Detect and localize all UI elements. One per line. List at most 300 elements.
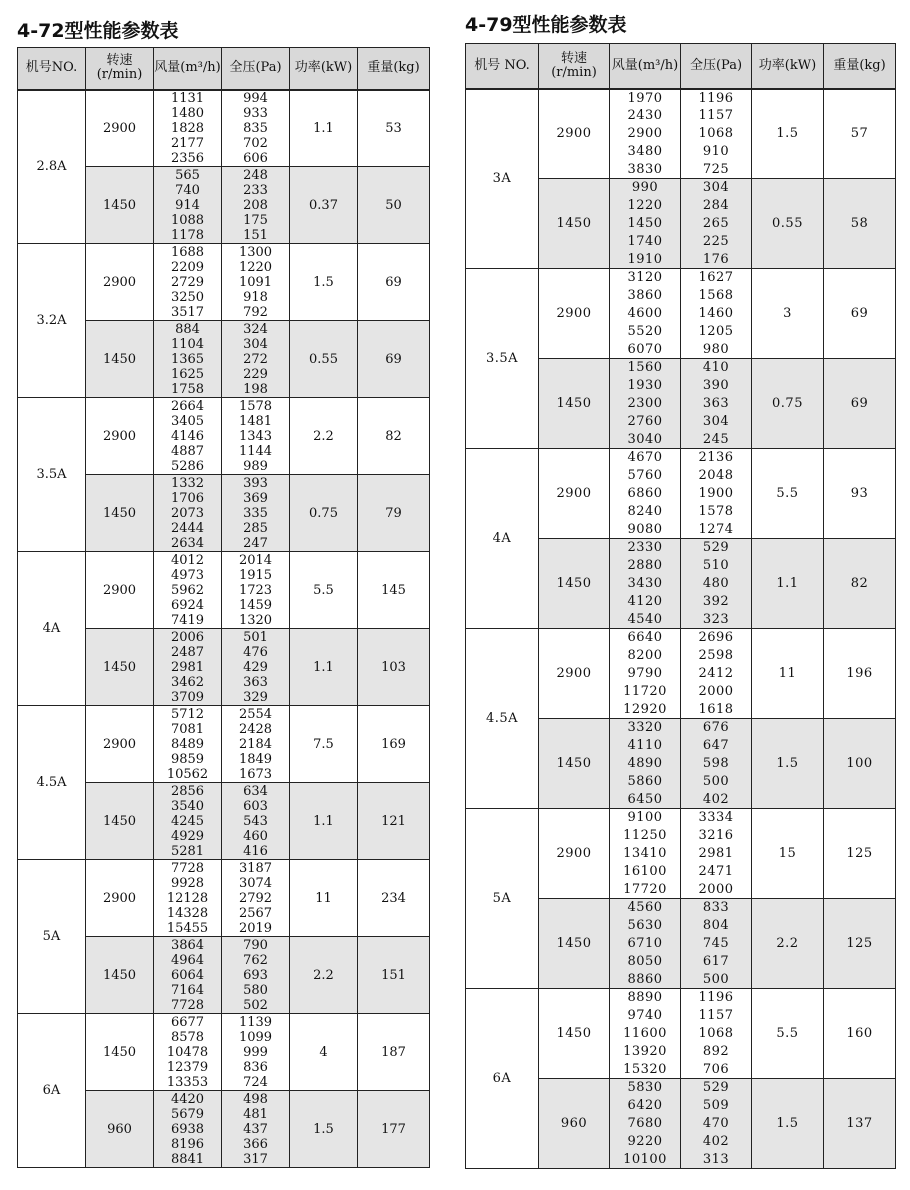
flow-value: 9100	[627, 810, 663, 826]
header-flow	[154, 48, 222, 90]
pressure-value: 792	[243, 304, 268, 320]
flow-value: 4560	[627, 900, 663, 916]
pressure-value: 1578	[698, 503, 734, 519]
flow-value: 16100	[623, 863, 667, 879]
header-weight	[358, 48, 430, 90]
pressure-value: 910	[702, 143, 730, 159]
pressure-value: 151	[243, 227, 268, 243]
flow-cell	[154, 706, 222, 783]
flow-cell	[154, 1091, 222, 1168]
flow-cell	[610, 629, 681, 719]
flow-value: 4012	[170, 552, 205, 568]
weight-cell: 50	[358, 167, 430, 244]
pressure-cell	[681, 1079, 752, 1169]
flow-value: 2356	[170, 150, 205, 166]
pressure-value: 317	[243, 1151, 268, 1167]
table-row	[18, 706, 430, 783]
header-line: (m³/h)	[180, 60, 221, 76]
speed-cell: 1450	[86, 1014, 154, 1091]
weight-cell: 177	[358, 1091, 430, 1168]
pressure-cell	[681, 359, 752, 449]
flow-value: 13353	[166, 1074, 209, 1090]
pressure-value: 1068	[698, 1026, 734, 1042]
header-line: (Pa)	[715, 57, 743, 73]
speed-cell: 1450	[86, 629, 154, 706]
pressure-value: 1618	[698, 701, 734, 717]
pressure-cell	[222, 552, 290, 629]
pressure-value: 460	[243, 828, 268, 844]
table-row	[18, 398, 430, 475]
pressure-value: 402	[702, 791, 730, 807]
flow-value: 15455	[166, 920, 209, 936]
pressure-value: 410	[702, 360, 730, 376]
table-row	[466, 449, 896, 539]
flow-value: 4420	[170, 1091, 205, 1107]
model-cell: 4.5A	[466, 629, 539, 809]
header-line: 重量	[833, 57, 860, 73]
flow-value: 4600	[627, 306, 663, 322]
pressure-value: 285	[243, 520, 268, 536]
pressure-value: 265	[702, 216, 730, 232]
pressure-value: 416	[243, 843, 268, 859]
pressure-value: 2696	[698, 630, 734, 646]
speed-cell: 2900	[539, 809, 610, 899]
pressure-value: 1068	[698, 126, 734, 142]
header-line: NO.	[51, 60, 78, 76]
power-cell: 1.1	[290, 783, 358, 860]
table-row	[466, 89, 896, 179]
flow-value: 9859	[170, 751, 205, 767]
flow-value: 3250	[170, 289, 205, 305]
power-cell: 11	[290, 860, 358, 937]
flow-value: 1088	[170, 212, 205, 228]
pressure-value: 402	[702, 1133, 730, 1149]
pressure-value: 790	[243, 937, 268, 953]
flow-value: 3517	[170, 304, 205, 320]
flow-value: 5712	[170, 706, 205, 722]
speed-cell: 1450	[539, 359, 610, 449]
pressure-value: 724	[243, 1074, 268, 1090]
pressure-value: 2184	[238, 736, 273, 752]
pressure-cell	[681, 449, 752, 539]
flow-value: 14328	[166, 905, 209, 921]
pressure-value: 393	[243, 475, 268, 491]
pressure-cell	[222, 783, 290, 860]
pressure-value: 1459	[238, 597, 273, 613]
flow-value: 6640	[627, 630, 663, 646]
pressure-value: 2014	[238, 552, 273, 568]
speed-cell: 1450	[539, 539, 610, 629]
flow-value: 8200	[627, 648, 663, 664]
pressure-value: 198	[243, 381, 268, 397]
flow-value: 1365	[170, 351, 205, 367]
flow-value: 3709	[170, 689, 205, 705]
header-line: 功率(kW)	[758, 57, 817, 73]
power-cell: 1.1	[290, 90, 358, 167]
pressure-value: 1320	[238, 612, 273, 628]
flow-value: 6450	[627, 791, 663, 807]
power-cell: 1.1	[752, 539, 824, 629]
flow-value: 2856	[170, 783, 205, 799]
pressure-value: 470	[702, 1116, 730, 1132]
pressure-value: 247	[243, 535, 268, 551]
weight-cell: 160	[824, 989, 896, 1079]
flow-value: 3040	[627, 431, 663, 447]
flow-value: 5860	[627, 773, 663, 789]
model-cell: 5A	[18, 860, 86, 1014]
pressure-cell	[222, 1014, 290, 1091]
pressure-value: 3074	[238, 875, 273, 891]
header-row	[18, 48, 430, 90]
pressure-cell	[681, 899, 752, 989]
pressure-value: 580	[243, 982, 268, 998]
table-row	[18, 1014, 430, 1091]
pressure-value: 501	[243, 629, 268, 645]
pressure-value: 304	[702, 413, 730, 429]
table-row	[466, 809, 896, 899]
flow-value: 4146	[170, 428, 205, 444]
flow-value: 11250	[623, 828, 667, 844]
flow-value: 6677	[170, 1014, 205, 1030]
header-line: 功率	[294, 60, 321, 76]
flow-value: 12128	[166, 890, 209, 906]
speed-cell: 2900	[539, 269, 610, 359]
flow-value: 2900	[627, 126, 663, 142]
flow-cell	[154, 475, 222, 552]
model-cell: 3A	[466, 89, 539, 269]
model-cell: 2.8A	[18, 90, 86, 244]
header-line: 机号	[25, 60, 52, 76]
pressure-value: 176	[702, 251, 730, 267]
flow-cell	[610, 809, 681, 899]
flow-value: 1178	[170, 227, 205, 243]
header-line: (kg)	[393, 60, 420, 76]
pressure-value: 363	[702, 396, 730, 412]
pressure-value: 1099	[238, 1029, 273, 1045]
flow-value: 10100	[623, 1151, 667, 1167]
flow-value: 1625	[170, 366, 205, 382]
speed-cell: 1450	[86, 783, 154, 860]
power-cell: 1.1	[290, 629, 358, 706]
flow-value: 4929	[170, 828, 205, 844]
header-line: (m³/h)	[637, 57, 679, 73]
table-row	[18, 860, 430, 937]
speed-cell: 2900	[86, 244, 154, 321]
pressure-value: 329	[243, 689, 268, 705]
flow-cell	[610, 899, 681, 989]
weight-cell: 57	[824, 89, 896, 179]
weight-cell: 69	[358, 244, 430, 321]
power-cell: 5.5	[752, 989, 824, 1079]
weight-cell: 82	[824, 539, 896, 629]
pressure-value: 2412	[698, 666, 734, 682]
flow-value: 6924	[170, 597, 205, 613]
flow-cell	[610, 1079, 681, 1169]
pressure-value: 390	[702, 378, 730, 394]
flow-value: 2177	[170, 135, 205, 151]
pressure-value: 706	[702, 1061, 730, 1077]
flow-value: 3320	[627, 720, 663, 736]
model-cell: 3.5A	[18, 398, 86, 552]
flow-value: 884	[175, 321, 200, 337]
pressure-value: 529	[702, 540, 730, 556]
pressure-value: 762	[243, 952, 268, 968]
speed-cell: 2900	[86, 706, 154, 783]
header-row	[466, 44, 896, 89]
pressure-value: 989	[243, 458, 268, 474]
flow-value: 1560	[627, 360, 663, 376]
pressure-value: 324	[243, 321, 268, 337]
weight-cell: 69	[358, 321, 430, 398]
weight-cell: 82	[358, 398, 430, 475]
header-line: 转速	[560, 50, 587, 66]
pressure-value: 693	[243, 967, 268, 983]
flow-value: 2073	[170, 505, 205, 521]
flow-value: 1970	[627, 90, 663, 106]
speed-cell: 2900	[86, 552, 154, 629]
pressure-value: 175	[243, 212, 268, 228]
pressure-cell	[222, 475, 290, 552]
power-cell: 2.2	[752, 899, 824, 989]
flow-value: 6860	[627, 486, 663, 502]
flow-cell	[610, 359, 681, 449]
flow-value: 6710	[627, 936, 663, 952]
speed-cell: 2900	[539, 449, 610, 539]
speed-cell: 960	[539, 1079, 610, 1169]
weight-cell: 137	[824, 1079, 896, 1169]
flow-value: 17720	[623, 881, 667, 897]
flow-value: 4540	[627, 611, 663, 627]
pressure-cell	[222, 706, 290, 783]
table-row	[466, 629, 896, 719]
pressure-value: 3334	[698, 810, 734, 826]
pressure-value: 429	[243, 659, 268, 675]
weight-cell: 125	[824, 809, 896, 899]
flow-value: 4890	[627, 756, 663, 772]
model-cell: 4A	[466, 449, 539, 629]
flow-value: 13410	[623, 846, 667, 862]
weight-cell: 69	[824, 359, 896, 449]
flow-cell	[610, 539, 681, 629]
power-cell: 0.75	[290, 475, 358, 552]
weight-cell: 100	[824, 719, 896, 809]
speed-cell: 2900	[539, 89, 610, 179]
flow-value: 2006	[170, 629, 205, 645]
table-row	[18, 90, 430, 167]
speed-cell: 1450	[539, 719, 610, 809]
pressure-value: 3187	[238, 860, 273, 876]
table-row	[466, 989, 896, 1079]
flow-value: 8489	[170, 736, 205, 752]
table-79-title: 4-79型性能参数表	[465, 14, 627, 36]
flow-value: 1131	[170, 90, 205, 106]
pressure-cell	[681, 89, 752, 179]
pressure-value: 1091	[238, 274, 273, 290]
weight-cell: 151	[358, 937, 430, 1014]
flow-value: 3120	[627, 270, 663, 286]
flow-value: 5830	[627, 1080, 663, 1096]
flow-value: 8890	[627, 990, 663, 1006]
flow-value: 3480	[627, 143, 663, 159]
header-speed	[86, 48, 154, 90]
header-model	[466, 44, 539, 89]
pressure-value: 1196	[698, 90, 734, 106]
pressure-cell	[222, 321, 290, 398]
flow-cell	[154, 90, 222, 167]
pressure-value: 603	[243, 798, 268, 814]
pressure-value: 1849	[238, 751, 273, 767]
pressure-value: 3216	[698, 828, 734, 844]
flow-value: 2300	[627, 396, 663, 412]
flow-value: 3462	[170, 674, 205, 690]
flow-value: 2487	[170, 644, 205, 660]
weight-cell: 58	[824, 179, 896, 269]
pressure-value: 933	[243, 105, 268, 121]
flow-value: 7081	[170, 721, 205, 737]
pressure-value: 480	[702, 576, 730, 592]
weight-cell: 196	[824, 629, 896, 719]
pressure-value: 245	[702, 431, 730, 447]
pressure-value: 498	[243, 1091, 268, 1107]
pressure-value: 2428	[238, 721, 273, 737]
pressure-value: 366	[243, 1136, 268, 1152]
flow-value: 2664	[170, 398, 205, 414]
pressure-value: 272	[243, 351, 268, 367]
header-line: 转速	[106, 53, 133, 69]
power-cell: 0.55	[752, 179, 824, 269]
flow-value: 4670	[627, 450, 663, 466]
power-cell: 5.5	[752, 449, 824, 539]
flow-value: 9080	[627, 521, 663, 537]
weight-cell: 121	[358, 783, 430, 860]
pressure-value: 676	[702, 720, 730, 736]
flow-value: 6064	[170, 967, 205, 983]
pressure-value: 835	[243, 120, 268, 136]
pressure-value: 1196	[698, 990, 734, 1006]
power-cell: 2.2	[290, 937, 358, 1014]
power-cell: 0.55	[290, 321, 358, 398]
flow-value: 13920	[623, 1043, 667, 1059]
pressure-value: 1460	[698, 306, 734, 322]
pressure-cell	[222, 244, 290, 321]
pressure-value: 2554	[238, 706, 273, 722]
flow-value: 2760	[627, 413, 663, 429]
pressure-value: 476	[243, 644, 268, 660]
flow-value: 8860	[627, 971, 663, 987]
header-line: (r/min)	[96, 67, 143, 83]
flow-value: 3860	[627, 288, 663, 304]
pressure-value: 529	[702, 1080, 730, 1096]
pressure-value: 1673	[238, 766, 273, 782]
header-speed	[539, 44, 610, 89]
table-row	[18, 244, 430, 321]
header-flow	[610, 44, 681, 89]
pressure-value: 323	[702, 611, 730, 627]
table-79	[465, 43, 896, 1169]
flow-cell	[154, 629, 222, 706]
pressure-value: 1274	[698, 521, 734, 537]
flow-cell	[154, 321, 222, 398]
flow-value: 1758	[170, 381, 205, 397]
pressure-cell	[222, 937, 290, 1014]
pressure-cell	[222, 1091, 290, 1168]
flow-value: 5962	[170, 582, 205, 598]
flow-value: 7728	[170, 997, 205, 1013]
flow-value: 3430	[627, 576, 663, 592]
pressure-cell	[681, 629, 752, 719]
flow-value: 7164	[170, 982, 205, 998]
pressure-value: 248	[243, 167, 268, 183]
pressure-value: 437	[243, 1121, 268, 1137]
pressure-value: 1343	[238, 428, 273, 444]
pressure-value: 233	[243, 182, 268, 198]
pressure-cell	[681, 809, 752, 899]
flow-cell	[154, 783, 222, 860]
pressure-value: 481	[243, 1106, 268, 1122]
pressure-value: 598	[702, 756, 730, 772]
pressure-value: 2000	[698, 881, 734, 897]
power-cell: 15	[752, 809, 824, 899]
flow-value: 4110	[627, 738, 663, 754]
flow-value: 5630	[627, 918, 663, 934]
flow-cell	[154, 1014, 222, 1091]
weight-cell: 234	[358, 860, 430, 937]
flow-value: 4964	[170, 952, 205, 968]
header-line: (kg)	[859, 57, 886, 73]
weight-cell: 125	[824, 899, 896, 989]
pressure-cell	[222, 167, 290, 244]
flow-value: 4120	[627, 593, 663, 609]
model-cell: 6A	[18, 1014, 86, 1168]
pressure-value: 1157	[698, 108, 734, 124]
pressure-value: 702	[243, 135, 268, 151]
pressure-value: 999	[243, 1044, 268, 1060]
flow-value: 3540	[170, 798, 205, 814]
speed-cell: 2900	[86, 860, 154, 937]
power-cell: 5.5	[290, 552, 358, 629]
pressure-value: 836	[243, 1059, 268, 1075]
flow-value: 9740	[627, 1008, 663, 1024]
flow-value: 2634	[170, 535, 205, 551]
flow-cell	[154, 937, 222, 1014]
flow-value: 12379	[166, 1059, 209, 1075]
weight-cell: 53	[358, 90, 430, 167]
power-cell: 0.37	[290, 167, 358, 244]
pressure-value: 1900	[698, 486, 734, 502]
flow-value: 11720	[623, 683, 667, 699]
header-line: 重量	[367, 60, 394, 76]
table-72-title: 4-72型性能参数表	[17, 20, 179, 42]
model-cell: 4A	[18, 552, 86, 706]
pressure-value: 1723	[238, 582, 273, 598]
pressure-value: 1220	[238, 259, 273, 275]
pressure-value: 208	[243, 197, 268, 213]
pressure-value: 284	[702, 198, 730, 214]
speed-cell: 1450	[539, 899, 610, 989]
flow-value: 9928	[170, 875, 205, 891]
pressure-value: 647	[702, 738, 730, 754]
header-line: 风量	[611, 57, 638, 73]
pressure-value: 2567	[238, 905, 273, 921]
pressure-value: 994	[243, 90, 268, 106]
power-cell: 2.2	[290, 398, 358, 475]
power-cell: 4	[290, 1014, 358, 1091]
pressure-value: 543	[243, 813, 268, 829]
power-cell: 0.75	[752, 359, 824, 449]
header-line: 风量	[154, 60, 181, 76]
speed-cell: 2900	[86, 398, 154, 475]
flow-value: 1706	[170, 490, 205, 506]
